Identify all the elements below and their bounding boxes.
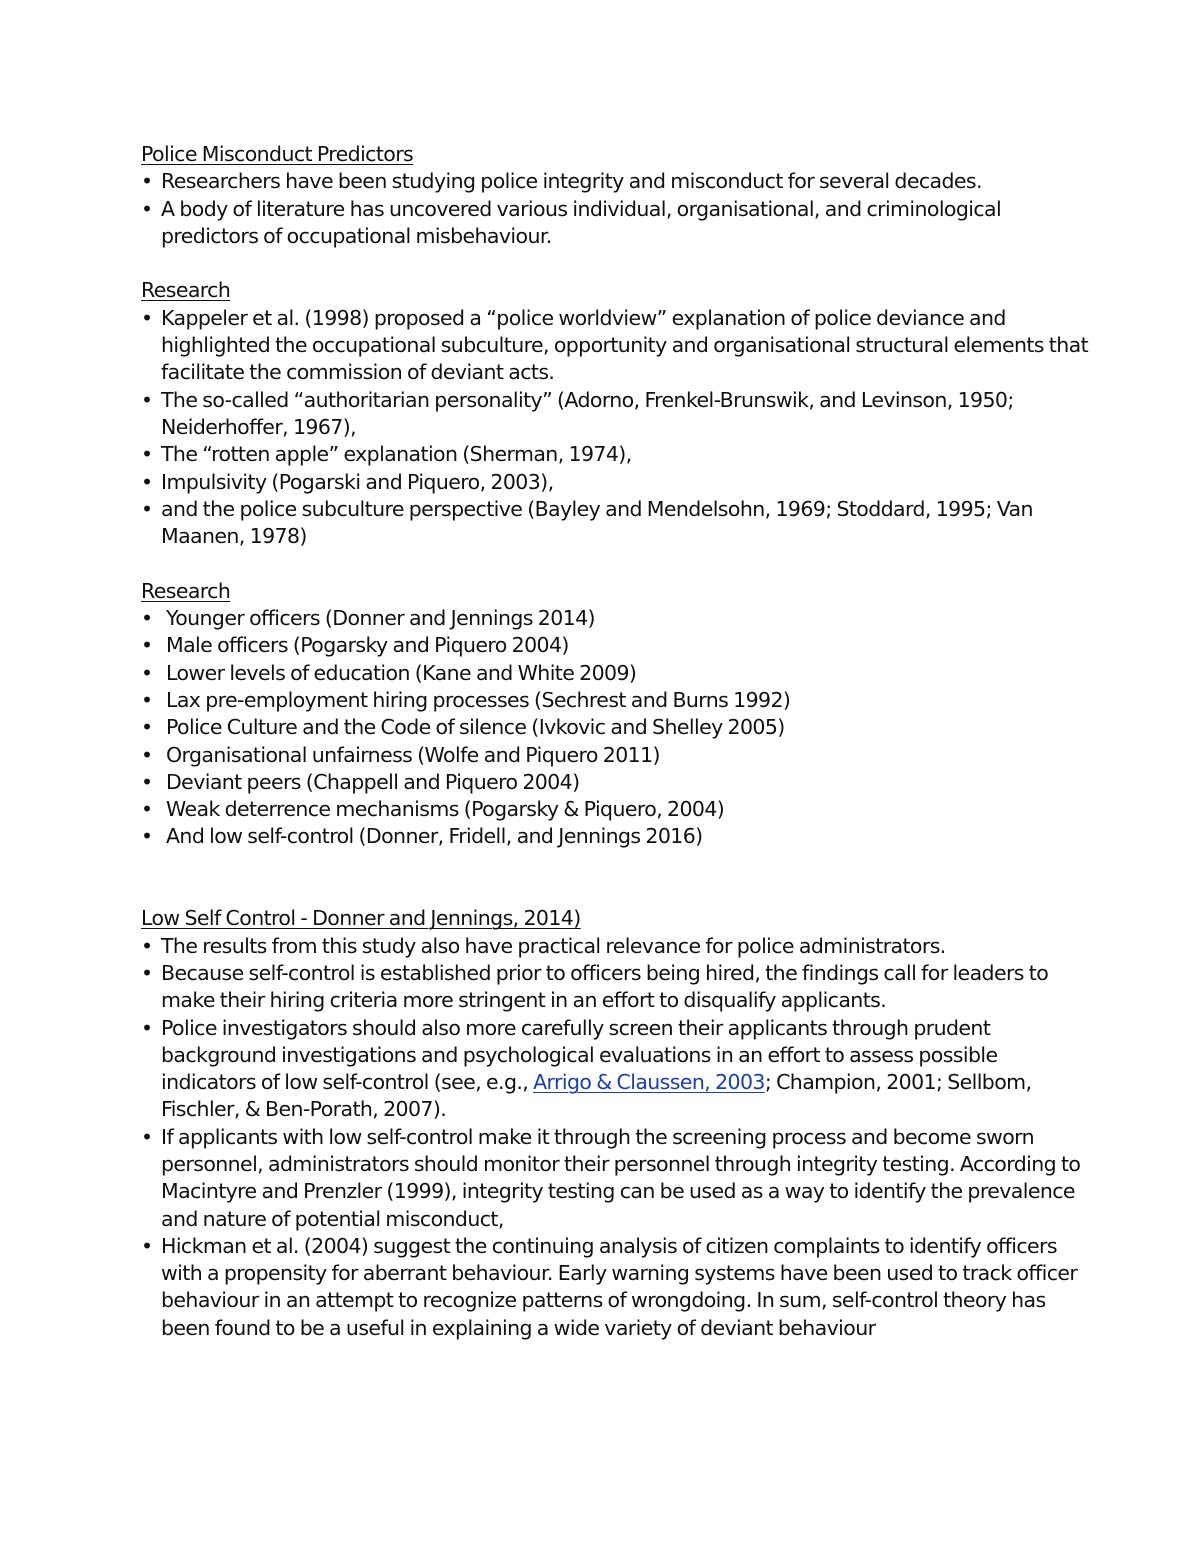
section-heading-low-self-control: Low Self Control - Donner and Jennings, 2014) [141, 906, 581, 931]
list-item: • Deviant peers (Chappell and Piquero 2004) [141, 769, 1091, 796]
list-item: • Male officers (Pogarsky and Piquero 2004) [141, 632, 1091, 659]
list-item: • Weak deterrence mechanisms (Pogarsky & Piquero, 2004) [141, 796, 1091, 823]
list-item: • and the police subculture perspective (Bayley and Mendelsohn, 1969; Stoddard, 1995; Van Maanen, 1978) [141, 496, 1091, 551]
list-item: • Police Culture and the Code of silence (Ivkovic and Shelley 2005) [141, 714, 1091, 741]
citation-link-arrigo-claussen[interactable]: Arrigo & Claussen, 2003 [533, 1070, 765, 1095]
list-item-text: Police investigators should also more carefully screen their applicants through prudent background investigations and psychological evaluations in an effort to assess possible indicators of low self-control (see, e.g., [161, 1015, 998, 1095]
list-item: • Kappeler et al. (1998) proposed a “police worldview” explanation of police deviance and highlighted the occupational subculture, opportunity and organisational structural elements that facilitate the commission of deviant acts. [141, 305, 1091, 387]
research-1-list [141, 305, 1091, 551]
list-item: • A body of literature has uncovered various individual, organisational, and criminological predictors of occupational misbehaviour. [141, 196, 1091, 251]
list-item: • Lax pre-employment hiring processes (Sechrest and Burns 1992) [141, 687, 1091, 714]
low-self-control-list [141, 933, 1091, 1342]
list-item-text: ; Champion, 2001; Sellbom, Fischler, & Ben-Porath, 2007). [161, 1070, 1032, 1122]
section-heading-research-2: Research [141, 578, 231, 603]
section-heading-predictors: Police Misconduct Predictors [141, 142, 414, 166]
list-item: • Because self-control is established prior to officers being hired, the findings call for leaders to make their hiring criteria more stringent in an effort to disqualify applicants. [141, 960, 1091, 1015]
list-item: • And low self-control (Donner, Fridell, and Jennings 2016) [141, 823, 1091, 850]
section-heading-research-1: Research [141, 278, 231, 303]
list-item: • If applicants with low self-control make it through the screening process and become sworn personnel, administrators should monitor their personnel through integrity testing. According to Macintyre and Prenzler (1999), integrity testing can be used as a way to identify the prevalence and nature of potential misconduct, [141, 1124, 1091, 1233]
list-item: • Impulsivity (Pogarski and Piquero, 2003), [141, 469, 1091, 496]
list-item: • The results from this study also have practical relevance for police administrators. [141, 933, 1091, 960]
list-item: • Hickman et al. (2004) suggest the continuing analysis of citizen complaints to identify officers with a propensity for aberrant behaviour. Early warning systems have been used to track officer behaviour in an attempt to recognize patterns of wrongdoing. In sum, self-control theory has been found to be a useful in explaining a wide variety of deviant behaviour [141, 1233, 1091, 1342]
list-item: • Younger officers (Donner and Jennings 2014) [141, 605, 1091, 632]
research-2-list [141, 605, 1091, 851]
list-item: • Researchers have been studying police integrity and misconduct for several decades. [141, 168, 1091, 195]
list-item: • The so-called “authoritarian personality” (Adorno, Frenkel-Brunswik, and Levinson, 1950; Neiderhoffer, 1967), [141, 387, 1091, 442]
list-item: • Organisational unfairness (Wolfe and Piquero 2011) [141, 742, 1091, 769]
list-item [141, 1015, 1091, 1124]
predictors-list [141, 168, 1091, 250]
list-item: • Lower levels of education (Kane and White 2009) [141, 660, 1091, 687]
document-page [141, 141, 1091, 1342]
list-item: • The “rotten apple” explanation (Sherman, 1974), [141, 441, 1091, 468]
